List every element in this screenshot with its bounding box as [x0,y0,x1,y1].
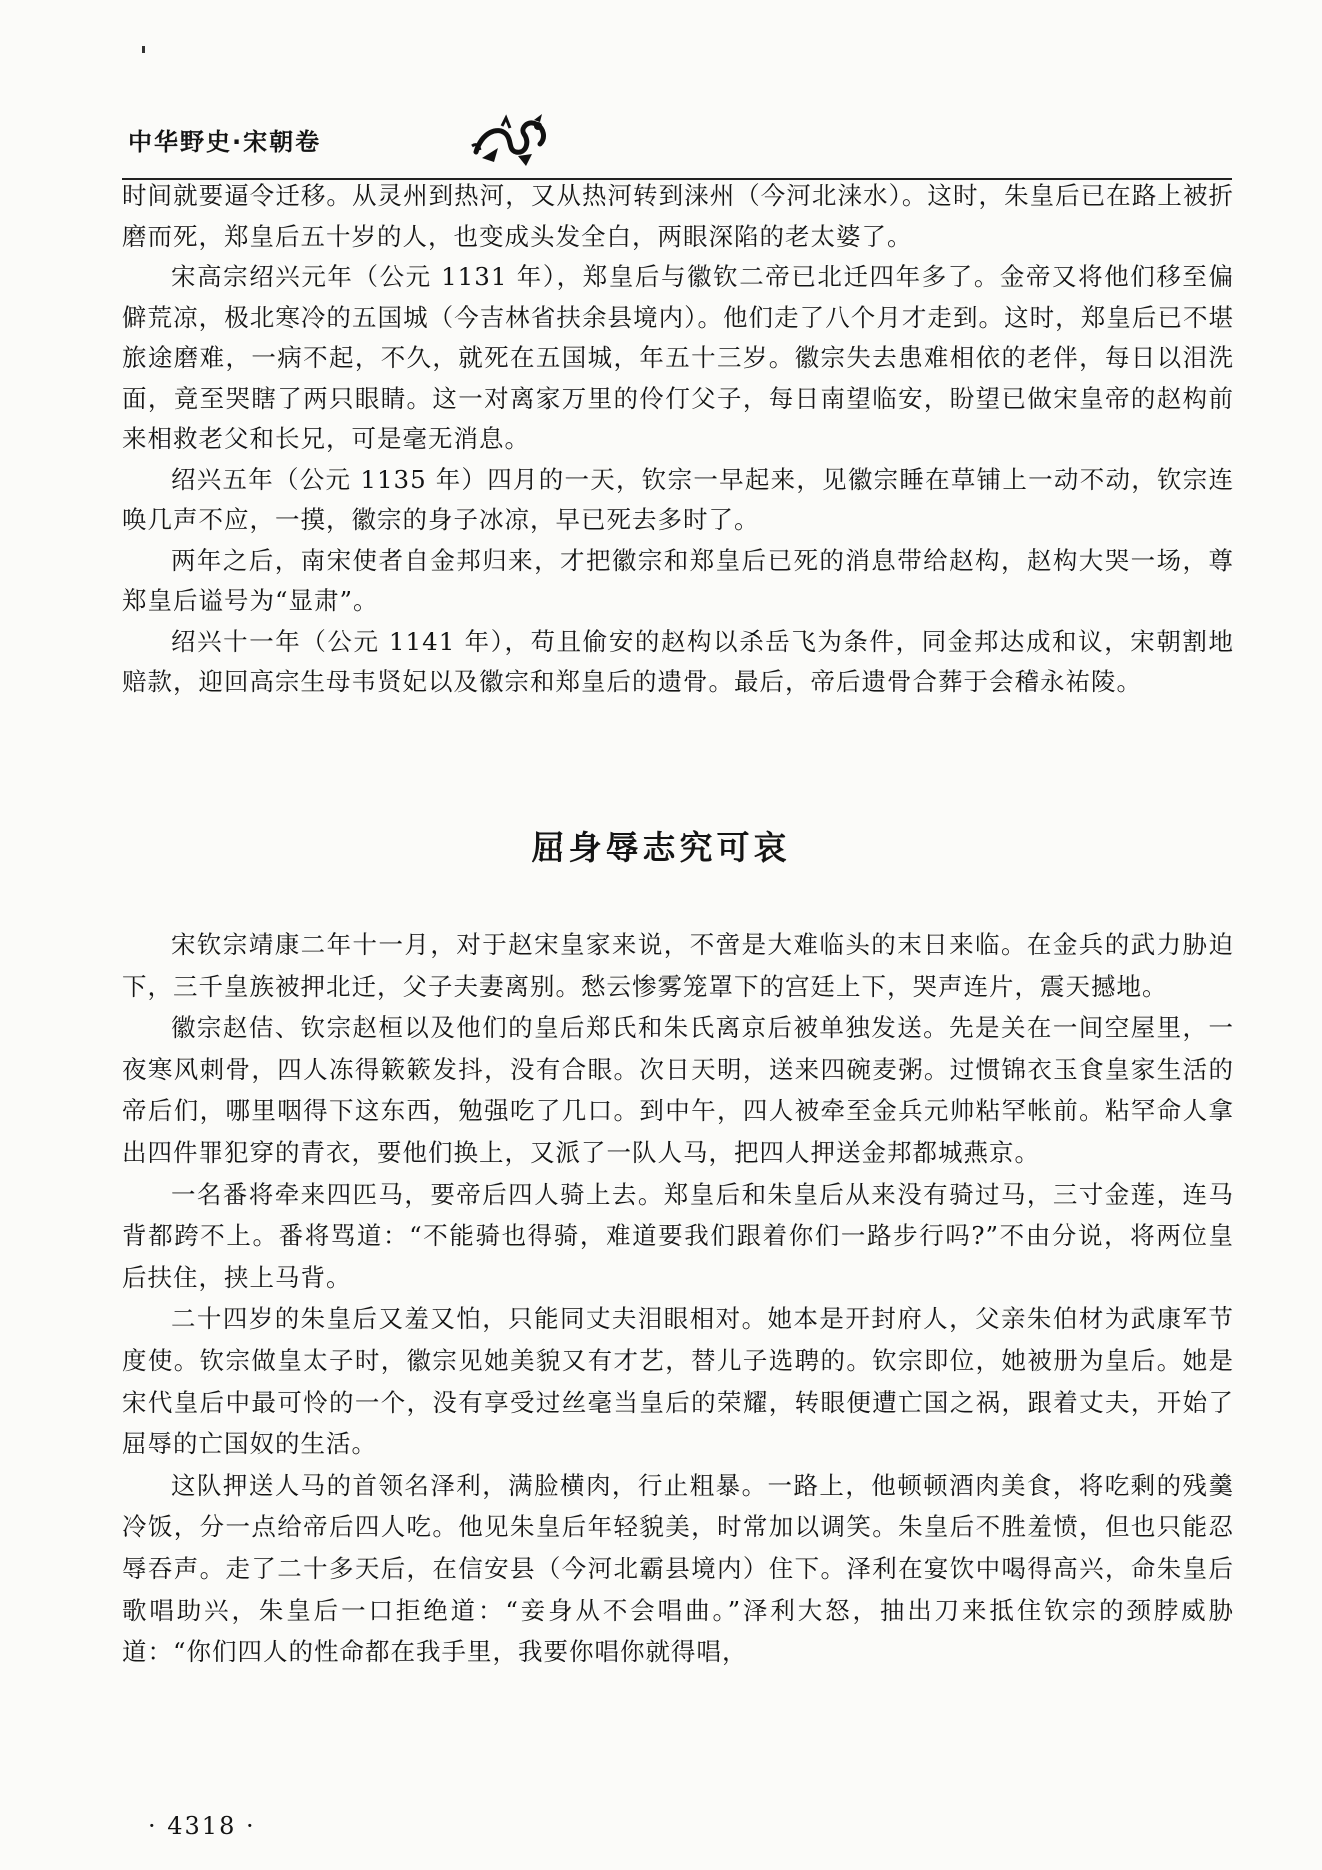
continued-text-block [122,176,1234,703]
dragon-emblem-icon [468,112,554,170]
paragraph: 二十四岁的朱皇后又羞又怕，只能同丈夫泪眼相对。她本是开封府人，父亲朱伯材为武康军节度使。钦宗做皇太子时，徽宗见她美貌又有才艺，替儿子选聘的。钦宗即位，她被册为皇后。她是宋代皇后中最可怜的一个，没有享受过丝毫当皇后的荣耀，转眼便遭亡国之祸，跟着丈夫，开始了屈辱的亡国奴的生活。 [122,1304,1234,1459]
paragraph: 绍兴十一年（公元 1141 年），苟且偷安的赵构以杀岳飞为条件，同金邦达成和议，宋朝割地赔款，迎回高宗生母韦贤妃以及徽宗和郑皇后的遗骨。最后，帝后遗骨合葬于会稽永祐陵。 [122,626,1234,696]
page-number: · 4318 · [148,1812,256,1840]
paragraph: 徽宗赵佶、钦宗赵桓以及他们的皇后郑氏和朱氏离京后被单独发送。先是关在一间空屋里，一夜寒风刺骨，四人冻得簌簌发抖，没有合眼。次日天明，送来四碗麦粥。过惯锦衣玉食皇家生活的帝后们，哪里咽得下这东西，勉强吃了几口。到中午，四人被牵至金兵元帅粘罕帐前。粘罕命人拿出四件罪犯穿的青衣，要他们换上，又派了一队人马，把四人押送金邦都城燕京。 [122,1013,1234,1167]
section-body [122,924,1234,1673]
paragraph: 宋高宗绍兴元年（公元 1131 年），郑皇后与徽钦二帝已北迁四年多了。金帝又将他们移至偏僻荒凉，极北寒冷的五国城（今吉林省扶余县境内）。他们走了八个月才走到。这时，郑皇后已不堪旅途磨难，一病不起，不久，就死在五国城，年五十三岁。徽宗失去患难相依的老伴，每日以泪洗面，竟至哭瞎了两只眼睛。这一对离家万里的伶仃父子，每日南望临安，盼望已做宋皇帝的赵构前来相救老父和长兄，可是毫无消息。 [122,262,1234,453]
paragraph: 绍兴五年（公元 1135 年）四月的一天，钦宗一早起来，见徽宗睡在草铺上一动不动，钦宗连唤几声不应，一摸，徽宗的身子冰凉，早已死去多时了。 [122,464,1234,534]
paragraph: 一名番将牵来四匹马，要帝后四人骑上去。郑皇后和朱皇后从来没有骑过马，三寸金莲，连马背都跨不上。番将骂道：“不能骑也得骑，难道要我们跟着你们一路步行吗?”不由分说，将两位皇后扶住，挟上马背。 [122,1179,1234,1292]
header-title: 中华野史·宋朝卷 [128,128,322,156]
paragraph: 两年之后，南宋使者自金邦归来，才把徽宗和郑皇后已死的消息带给赵构，赵构大哭一场，尊郑皇后谥号为“显肃”。 [122,545,1234,615]
paragraph: 这队押送人马的首领名泽利，满脸横肉，行止粗暴。一路上，他顿顿酒肉美食，将吃剩的残羹冷饭，分一点给帝后四人吃。他见朱皇后年轻貌美，时常加以调笑。朱皇后不胜羞愤，但也只能忍辱吞声。走了二十多天后，在信安县（今河北霸县境内）住下。泽利在宴饮中喝得高兴，命朱皇后歌唱助兴，朱皇后一口拒绝道：“妾身从不会唱曲。”泽利大怒，抽出刀来抵住钦宗的颈脖威胁道：“你们四人的性命都在我手里，我要你唱你就得唱， [122,1470,1234,1667]
section-title: 屈身辱志究可哀 [531,828,791,867]
paragraph: 宋钦宗靖康二年十一月，对于赵宋皇家来说，不啻是大难临头的末日来临。在金兵的武力胁迫下，三千皇族被押北迁，父子夫妻离别。愁云惨雾笼罩下的宫廷上下，哭声连片，震天撼地。 [122,930,1234,1001]
scan-speck [142,46,145,53]
paragraph: 时间就要逼令迁移。从灵州到热河，又从热河转到涞州（今河北涞水）。这时，朱皇后已在路上被折磨而死，郑皇后五十岁的人，也变成头发全白，两眼深陷的老太婆了。 [122,181,1234,251]
running-header [122,112,1232,172]
